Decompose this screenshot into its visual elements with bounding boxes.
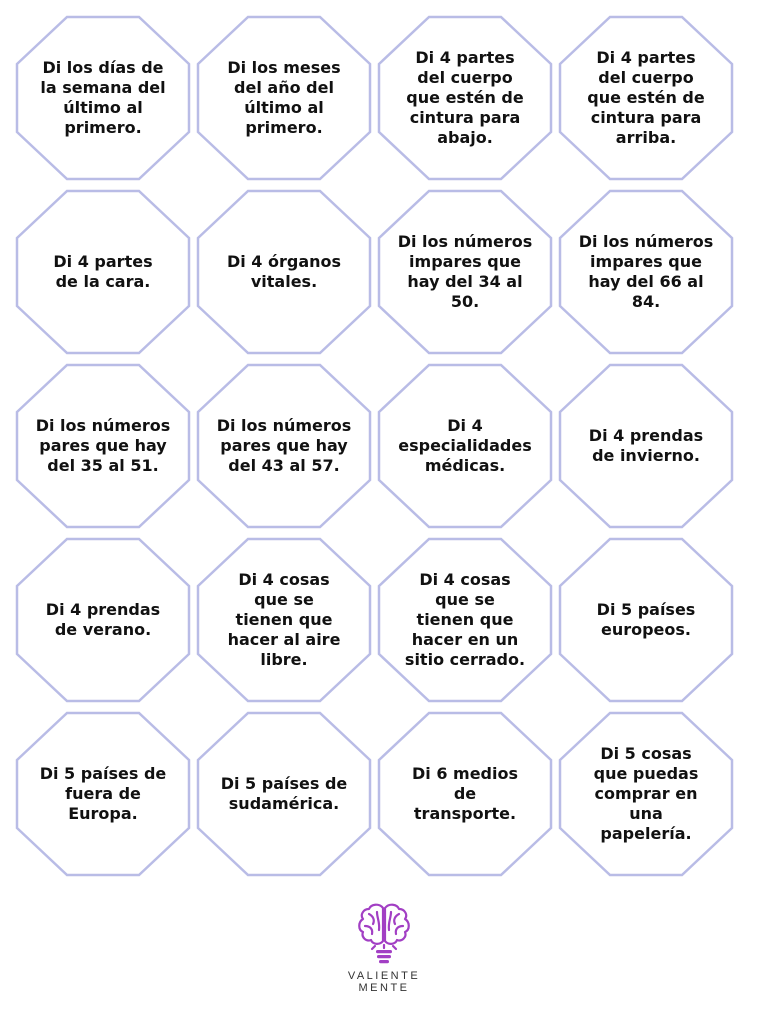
card [559,190,733,354]
card [197,538,371,702]
card [378,364,552,528]
card [197,364,371,528]
card [559,364,733,528]
card [197,16,371,180]
brand-name-line1: VALIENTE [347,970,421,982]
card-text: Di los días de la semana del último al primero. [40,58,166,137]
card-text: Di 5 países de fuera de Europa. [39,764,167,823]
brand-logo [0,900,768,1010]
card [378,712,552,876]
card [197,190,371,354]
card-text: Di 5 países europeos. [596,600,696,639]
card-text: Di 5 países de sudamérica. [220,774,348,813]
card [559,538,733,702]
card [16,712,190,876]
card-text: Di 4 especialidades médicas. [398,416,532,475]
card [378,538,552,702]
card-text: Di 4 partes del cuerpo que estén de cintura para arriba. [587,48,705,147]
card-text: Di 4 partes de la cara. [53,252,153,291]
card [16,190,190,354]
card-grid [16,16,736,876]
card-text: Di 6 medios de transporte. [411,764,518,823]
card [559,16,733,180]
card-text: Di los números impares que hay del 34 al 50. [397,232,533,311]
card-text: Di 4 cosas que se tienen que hacer en un sitio cerrado. [404,570,526,669]
card [197,712,371,876]
card-text: Di los números pares que hay del 43 al 57. [216,416,352,475]
brain-lightbulb-icon [355,900,413,970]
card-text: Di 4 prendas de verano. [45,600,161,639]
card-text: Di 4 prendas de invierno. [588,426,704,465]
card [378,16,552,180]
card-text: Di 5 cosas que puedas comprar en una papelería. [593,744,699,843]
card [559,712,733,876]
card-text: Di los meses del año del último al primero. [227,58,341,137]
card [16,16,190,180]
brand-name-line2: MENTE [358,982,410,994]
card-text: Di los números impares que hay del 66 al 84. [578,232,714,311]
card-text: Di 4 órganos vitales. [226,252,342,291]
card [378,190,552,354]
card [16,538,190,702]
card-text: Di los números pares que hay del 35 al 51. [35,416,171,475]
card [16,364,190,528]
card-text: Di 4 cosas que se tienen que hacer al aire libre. [227,570,341,669]
card-text: Di 4 partes del cuerpo que estén de cintura para abajo. [406,48,524,147]
